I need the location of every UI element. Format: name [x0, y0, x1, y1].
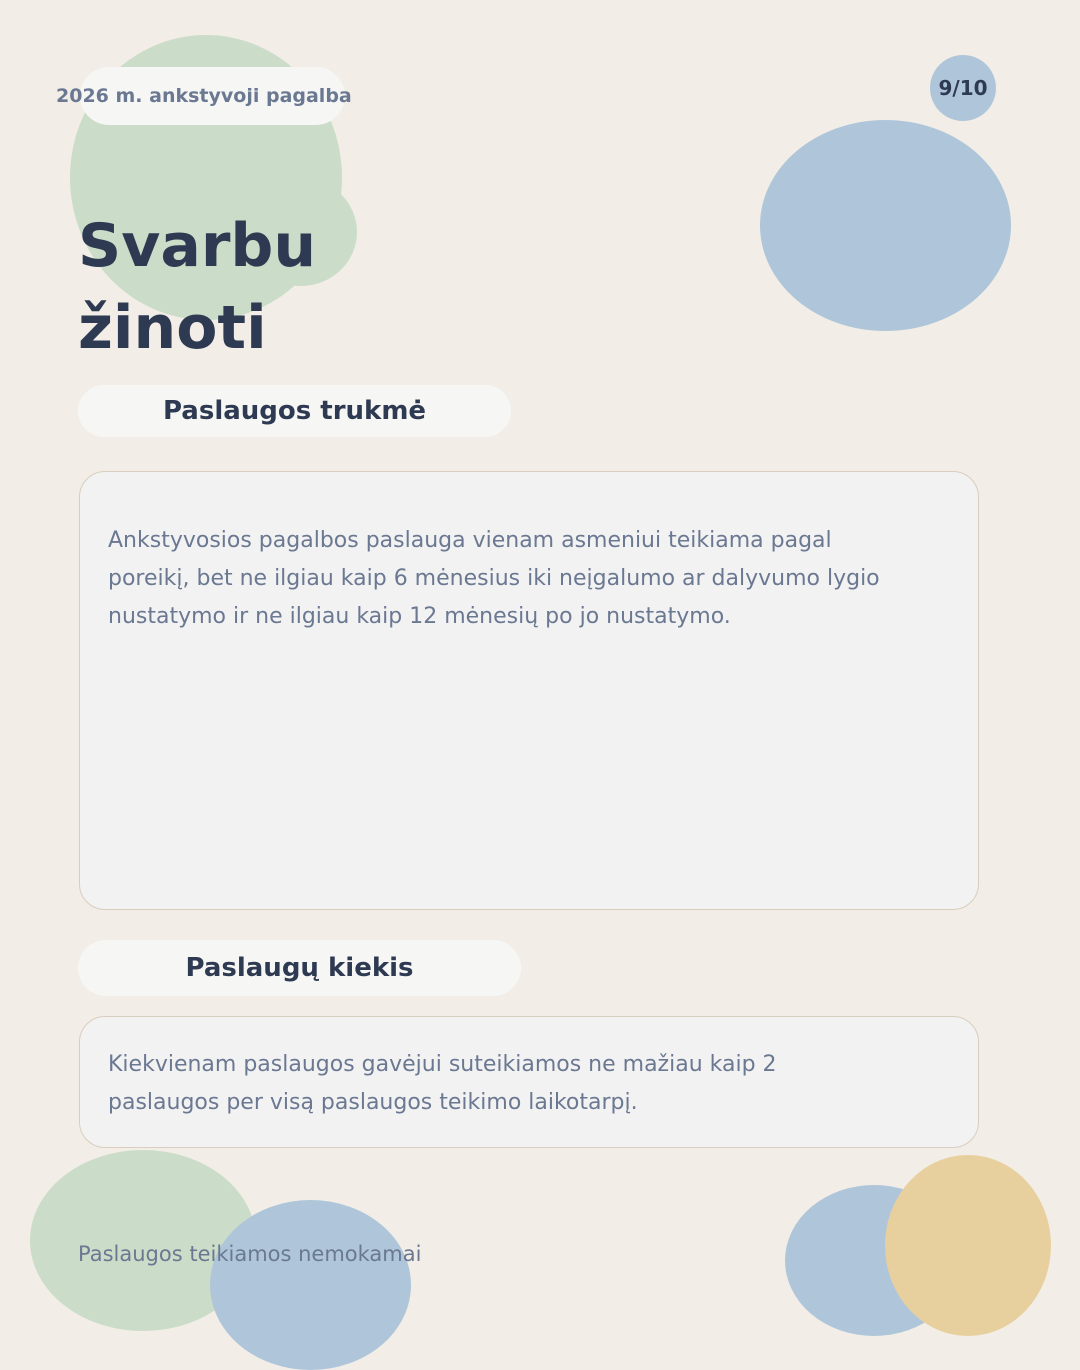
info-card-quantity [79, 1016, 979, 1148]
info-card-duration [79, 471, 979, 910]
section-heading-pill [78, 385, 511, 437]
page-title-line-1: Svarbu [78, 211, 317, 281]
section-heading-duration: Paslaugos trukmė [162, 396, 427, 426]
section-heading-pill [78, 940, 521, 996]
section-heading-quantity: Paslaugų kiekis [185, 953, 414, 983]
decor-circle-blue-top [760, 120, 1011, 331]
page-title-line-2: žinoti [78, 293, 267, 363]
page-title [78, 205, 316, 369]
page-number-badge [930, 55, 996, 121]
page-number-label: 9/10 [938, 76, 988, 100]
info-card-text: Kiekvienam paslaugos gavėjui suteikiamos ne mažiau kaip 2 paslaugos per visą paslaugos teikimo laikotarpį. [108, 1052, 777, 1115]
header-tag-label: 2026 m. ankstyvoji pagalba [56, 85, 352, 107]
footer-note: Paslaugos teikiamos nemokamai [78, 1242, 422, 1266]
decor-circle-blue-bottom-left [210, 1200, 411, 1370]
decor-circle-yellow [885, 1155, 1051, 1336]
info-card-text: Ankstyvosios pagalbos paslauga vienam asmeniui teikiama pagal poreikį, bet ne ilgiau kaip 6 mėnesius iki neįgalumo ar dalyvumo lygio nustatymo ir ne ilgiau kaip 12 mėnesių po jo nustatymo. [108, 528, 880, 629]
